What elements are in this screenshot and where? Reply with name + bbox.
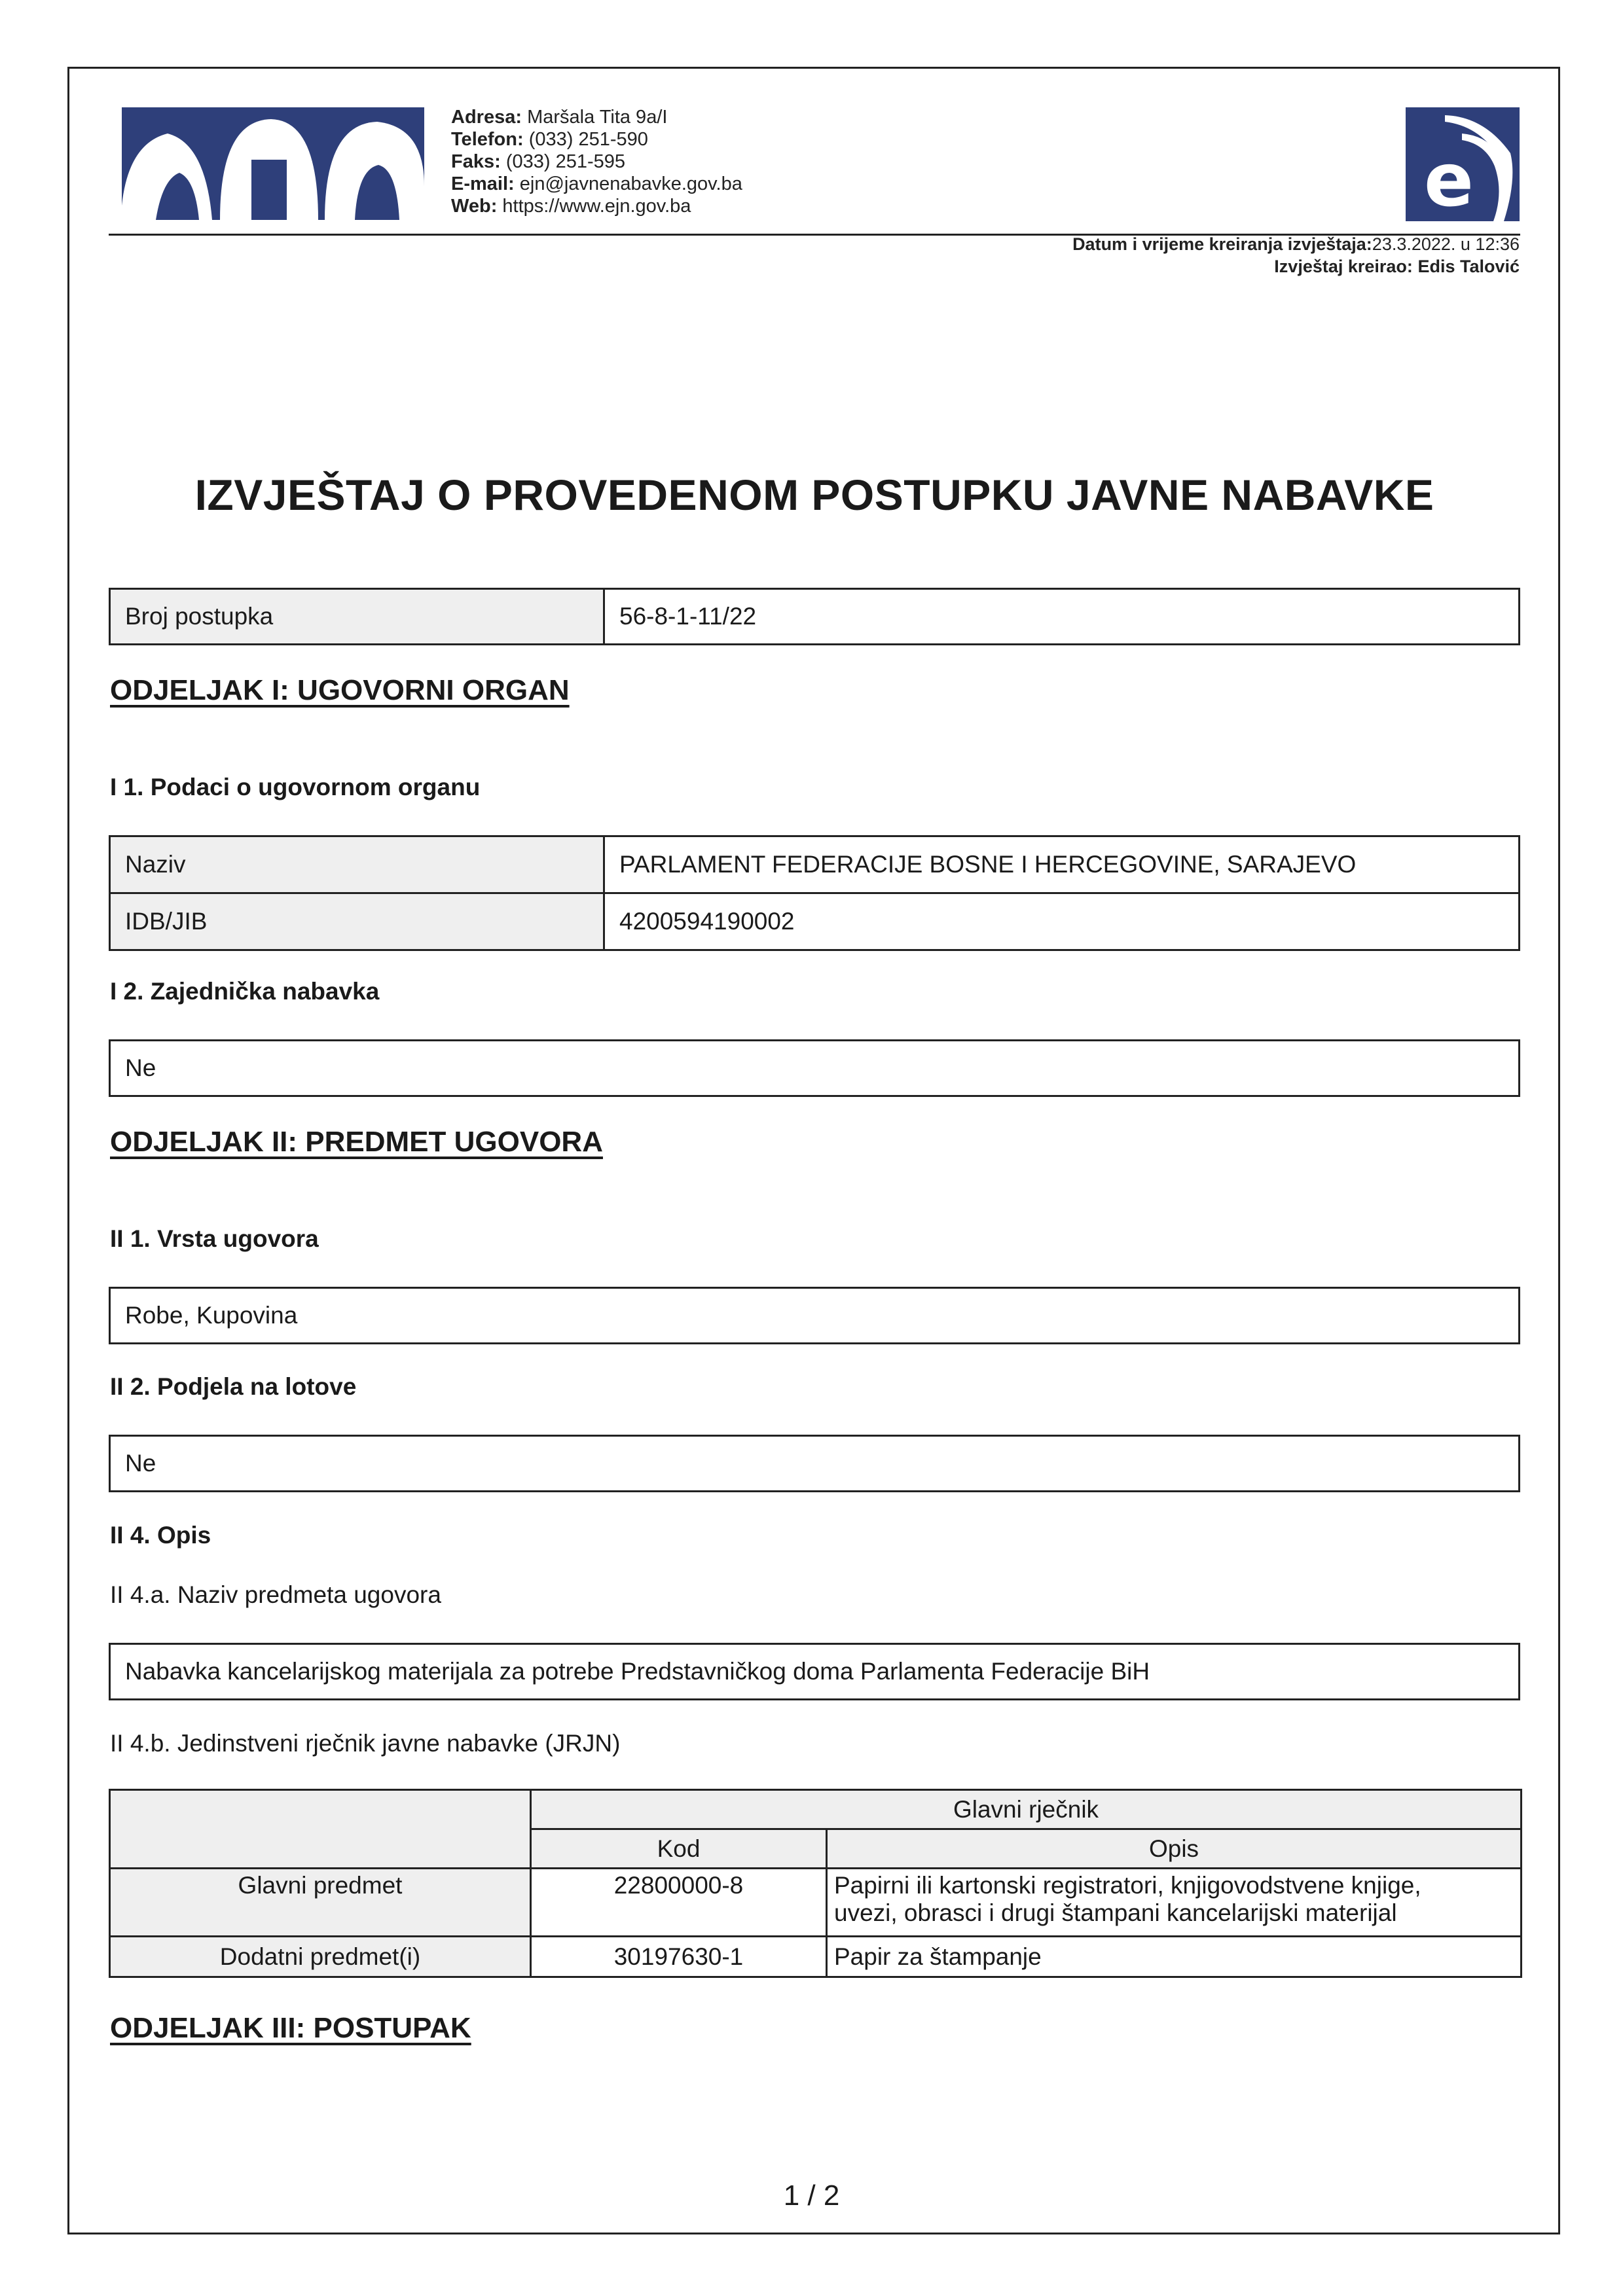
procedure-number-label: Broj postupka <box>111 590 605 643</box>
contact-block <box>451 106 742 217</box>
contracting-authority-table <box>109 835 1520 951</box>
report-meta <box>1072 233 1520 278</box>
fax-label: Faks: <box>451 151 501 172</box>
web-label: Web: <box>451 196 498 217</box>
authority-id-label: IDB/JIB <box>111 894 605 949</box>
section-2-sub1: II 1. Vrsta ugovora <box>110 1225 319 1252</box>
authority-row-name <box>111 837 1518 892</box>
section-3-heading: ODJELJAK III: POSTUPAK <box>110 2012 471 2044</box>
jrjn-row-label: Glavni predmet <box>110 1869 531 1937</box>
lots-field: Ne <box>109 1435 1520 1492</box>
ajn-logo <box>122 107 424 220</box>
section-2-heading: ODJELJAK II: PREDMET UGOVORA <box>110 1126 603 1158</box>
jrjn-row-desc-line: uvezi, obrasci i drugi štampani kancelarijski materijal <box>834 1899 1397 1926</box>
procedure-number-field <box>109 588 1520 645</box>
jrjn-col-code: Kod <box>531 1829 827 1869</box>
jrjn-row-code: 22800000-8 <box>531 1869 827 1937</box>
email-label: E-mail: <box>451 173 515 194</box>
procedure-number-value: 56-8-1-11/22 <box>605 590 1518 643</box>
page-number: 1 / 2 <box>783 2179 840 2212</box>
email-link[interactable]: ejn@javnenabavke.gov.ba <box>519 173 742 194</box>
page-title: IZVJEŠTAJ O PROVEDENOM POSTUPKU JAVNE NABAVKE <box>194 471 1434 519</box>
section-2-sub4: II 4. Opis <box>110 1522 211 1549</box>
table-row <box>110 1937 1522 1977</box>
authority-row-id <box>111 892 1518 949</box>
author-value: Edis Talović <box>1417 257 1520 276</box>
created-label: Datum i vrijeme kreiranja izvještaja: <box>1072 234 1372 254</box>
jrjn-row-label: Dodatni predmet(i) <box>110 1937 531 1977</box>
section-1-sub1: I 1. Podaci o ugovornom organu <box>110 774 481 800</box>
joint-procurement-field: Ne <box>109 1039 1520 1097</box>
svg-text:e: e <box>1424 138 1474 221</box>
jrjn-col-desc: Opis <box>827 1829 1522 1869</box>
section-1-heading: ODJELJAK I: UGOVORNI ORGAN <box>110 674 570 706</box>
subject-name-field: Nabavka kancelarijskog materijala za potrebe Predstavničkog doma Parlamenta Federacije BiH <box>109 1643 1520 1700</box>
jrjn-row-desc-line: Papirni ili kartonski registratori, knjigovodstvene knjige, <box>834 1872 1421 1899</box>
section-2-sub2: II 2. Podjela na lotove <box>110 1373 357 1400</box>
jrjn-empty-corner <box>110 1790 531 1869</box>
jrjn-group-header: Glavni rječnik <box>531 1790 1522 1829</box>
authority-name-value: PARLAMENT FEDERACIJE BOSNE I HERCEGOVINE, SARAJEVO <box>619 851 1357 878</box>
jrjn-row-code: 30197630-1 <box>531 1937 827 1977</box>
phone-label: Telefon: <box>451 129 524 150</box>
web-link[interactable]: https://www.ejn.gov.ba <box>502 196 691 217</box>
created-value: 23.3.2022. u 12:36 <box>1372 234 1520 254</box>
table-row <box>110 1869 1522 1937</box>
authority-id-value: 4200594190002 <box>619 908 795 935</box>
section-1-sub2: I 2. Zajednička nabavka <box>110 978 380 1005</box>
address-label: Adresa: <box>451 107 522 128</box>
author-label: Izvještaj kreirao: <box>1274 257 1413 276</box>
section-2-sub4b: II 4.b. Jedinstveni rječnik javne nabavke (JRJN) <box>110 1730 621 1757</box>
jrjn-row-desc <box>827 1869 1522 1937</box>
contract-type-field: Robe, Kupovina <box>109 1287 1520 1344</box>
fax-value: (033) 251-595 <box>505 151 626 172</box>
jrjn-table <box>109 1789 1522 1978</box>
ejn-logo <box>1406 107 1520 221</box>
section-2-sub4a: II 4.a. Naziv predmeta ugovora <box>110 1581 441 1608</box>
authority-name-label: Naziv <box>111 837 605 892</box>
address-value: Maršala Tita 9a/I <box>527 107 668 128</box>
jrjn-row-desc: Papir za štampanje <box>827 1937 1522 1977</box>
phone-value: (033) 251-590 <box>528 129 648 150</box>
